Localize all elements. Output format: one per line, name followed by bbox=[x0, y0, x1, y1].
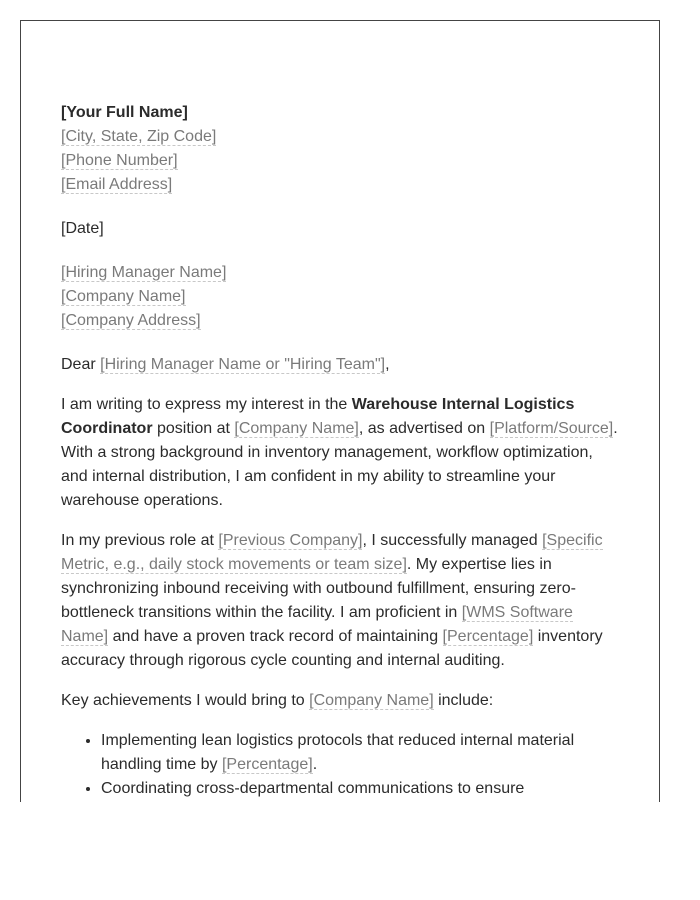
document-page bbox=[20, 20, 660, 802]
achievements-list bbox=[61, 729, 621, 801]
sender-phone-placeholder: [Phone Number] bbox=[61, 152, 178, 169]
achievement-1-end: . bbox=[312, 756, 318, 773]
paragraph-achievements-intro bbox=[61, 689, 621, 713]
recipient-block bbox=[61, 261, 621, 333]
list-item bbox=[101, 729, 621, 777]
paragraph-experience bbox=[61, 529, 621, 673]
paragraph-intro bbox=[61, 393, 621, 513]
list-item bbox=[101, 777, 621, 801]
date-line bbox=[61, 217, 621, 241]
recipient-company-placeholder: [Company Name] bbox=[61, 288, 186, 305]
experience-text-4: and have a proven track record of maintaining bbox=[108, 628, 443, 645]
intro-text-2: position at bbox=[152, 420, 235, 437]
wms-placeholder: [WMS Software Name] bbox=[61, 604, 573, 645]
achievement-percentage-placeholder: [Percentage] bbox=[221, 756, 313, 773]
salutation bbox=[61, 353, 621, 377]
salutation-prefix: Dear bbox=[61, 356, 101, 373]
experience-text-1: In my previous role at bbox=[61, 532, 219, 549]
achievements-text-2: include: bbox=[433, 692, 494, 709]
sender-name: [Your Full Name] bbox=[61, 104, 188, 121]
intro-text-4: . With a strong background in inventory management, workflow optimization, and internal distribution, I am confident in my ability to streamline your warehouse operations. bbox=[61, 420, 618, 509]
experience-text-3: . My expertise lies in synchronizing inbound receiving with outbound fulfillment, ensuring zero-bottleneck transitions within the facility. I am proficient in bbox=[61, 556, 576, 621]
salutation-suffix: , bbox=[385, 356, 390, 373]
experience-text-5: inventory accuracy through rigorous cycle counting and internal auditing. bbox=[61, 628, 603, 669]
metric-placeholder: [Specific Metric, e.g., daily stock movements or team size] bbox=[61, 532, 603, 573]
accuracy-percentage-placeholder: [Percentage] bbox=[442, 628, 534, 645]
sender-email-placeholder: [Email Address] bbox=[61, 176, 173, 193]
recipient-manager-placeholder: [Hiring Manager Name] bbox=[61, 264, 227, 281]
achievement-2-text: Coordinating cross-departmental communications to ensure bbox=[101, 780, 525, 797]
achievements-company-placeholder: [Company Name] bbox=[309, 692, 434, 709]
cover-letter-body bbox=[61, 101, 621, 801]
intro-text-1: I am writing to express my interest in the bbox=[61, 396, 352, 413]
achievements-text-1: Key achievements I would bring to bbox=[61, 692, 310, 709]
intro-company-placeholder: [Company Name] bbox=[234, 420, 359, 437]
salutation-name-placeholder: [Hiring Manager Name or "Hiring Team"] bbox=[100, 356, 386, 373]
experience-text-2: , I successfully managed bbox=[362, 532, 543, 549]
sender-city-placeholder: [City, State, Zip Code] bbox=[61, 128, 217, 145]
recipient-address-placeholder: [Company Address] bbox=[61, 312, 201, 329]
job-title: Warehouse Internal Logistics Coordinator bbox=[61, 396, 575, 437]
platform-placeholder: [Platform/Source] bbox=[489, 420, 614, 437]
letter-date: [Date] bbox=[61, 220, 104, 237]
previous-company-placeholder: [Previous Company] bbox=[218, 532, 363, 549]
sender-block bbox=[61, 101, 621, 197]
intro-text-3: , as advertised on bbox=[358, 420, 490, 437]
achievement-1-text: Implementing lean logistics protocols that reduced internal material handling time by bbox=[101, 732, 575, 773]
